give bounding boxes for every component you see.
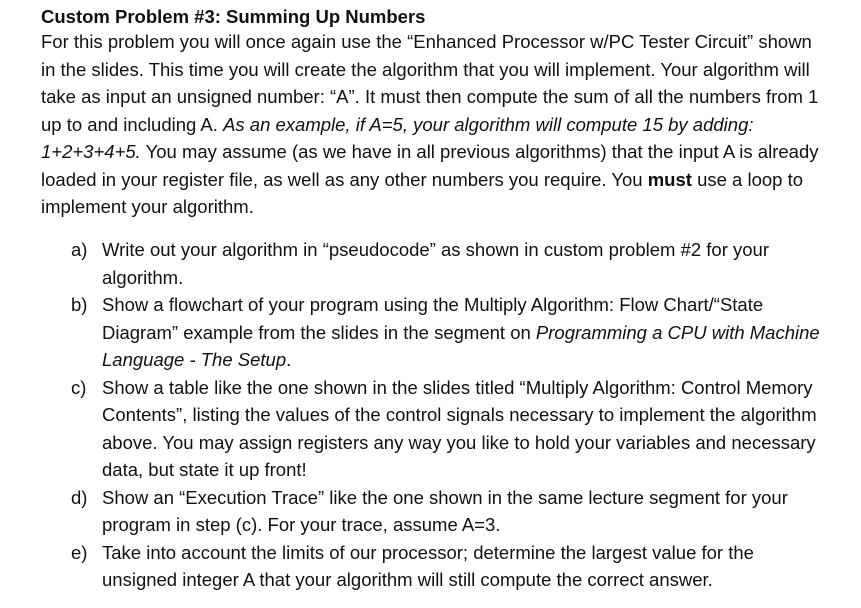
task-marker-d: d) <box>71 486 88 508</box>
task-text-b-emph: Programming a CPU with Machine Language - The Setup <box>102 321 820 370</box>
task-text-b-before: Show a flowchart of your program using the Multiply Algorithm: Flow Chart/“State Diagram” example from the slides in the segment on <box>102 294 764 343</box>
task-text-d: Show an “Execution Trace” like the one shown in the same lecture segment for your program in step (c). For your trace, assume A=3. <box>102 486 788 535</box>
task-text-c: Show a table like the one shown in the slides titled “Multiply Algorithm: Control Memory Contents”, listing the values of the control signals necessary to implement the algorithm above. You may assign registers any way you like to hold your variables and necessary data, but state it up front! <box>102 376 817 480</box>
task-marker-b: b) <box>71 294 88 315</box>
task-item-e <box>71 539 831 594</box>
task-marker-a: a) <box>71 239 88 260</box>
task-item-c <box>71 374 831 484</box>
problem-document <box>41 6 856 590</box>
problem-title: Custom Problem #3: Summing Up Numbers <box>41 6 426 27</box>
task-item-a <box>71 236 831 291</box>
intro-example: As an example, if A=5, your algorithm will compute 15 by adding: 1+2+3+4+5. <box>41 113 754 162</box>
problem-intro <box>41 28 831 221</box>
intro-text-1: For this problem you will once again use the “Enhanced Processor w/PC Tester Circuit” shown in the slides. This time you will create the algorithm that you will implement. Your algorithm will take as input an unsigned number: “A”. It must then compute the sum of all the numbers from 1 up to and including A. <box>41 31 819 135</box>
task-marker-e: e) <box>71 541 88 563</box>
task-marker-c: c) <box>71 376 87 398</box>
task-item-d <box>71 484 831 539</box>
task-text-a: Write out your algorithm in “pseudocode” as shown in custom problem #2 for your algorithm. <box>102 239 770 288</box>
intro-text-3: use a loop to implement your algorithm. <box>41 168 804 217</box>
task-list <box>71 236 831 594</box>
intro-text-2: You may assume (as we have in all previous algorithms) that the input A is already loaded in your register file, as well as any other numbers you require. You <box>41 141 819 190</box>
task-text-b <box>102 294 820 370</box>
task-item-b <box>71 291 831 374</box>
task-text-e: Take into account the limits of our processor; determine the largest value for the unsigned integer A that your algorithm will still compute the correct answer. <box>102 541 754 590</box>
task-text-b-after: . <box>286 349 292 370</box>
intro-must: must <box>647 168 692 190</box>
